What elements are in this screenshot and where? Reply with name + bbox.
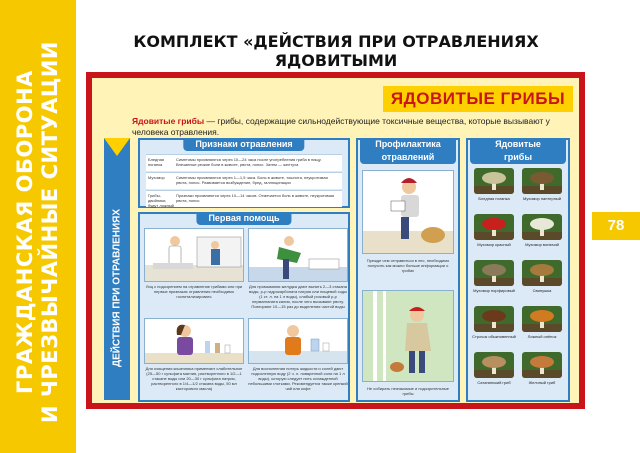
mushroom-photo bbox=[474, 168, 514, 194]
sign-row-name: Бледная поганка bbox=[148, 157, 164, 167]
mushroom-photo bbox=[474, 260, 514, 286]
signs-panel bbox=[138, 138, 350, 208]
mushroom-label: Сатанинский гриб bbox=[477, 380, 511, 385]
sign-row-name: Грибы-двойники, будут ложный bbox=[148, 193, 174, 208]
prevention-caption: Прежде чем отправиться в лес, необходимо получить как можно больше информации о грибах bbox=[366, 258, 450, 273]
first-aid-heading: Первая помощь bbox=[196, 212, 291, 225]
vertical-band bbox=[104, 138, 130, 400]
mushroom-photo bbox=[522, 306, 562, 332]
mushroom-photo bbox=[522, 260, 562, 286]
poster-inner bbox=[92, 78, 579, 403]
sidebar-band bbox=[0, 0, 76, 453]
prevention-heading: Профилактика отравлений bbox=[360, 138, 456, 164]
first-aid-caption: Лиц с подозрением на отравление грибами или при первых признаках отравления необходимо госпитализировать bbox=[145, 284, 243, 299]
first-aid-caption: Для промывания желудка дают выпить 2—3 стакана воды, р-р гидрокарбоната натрия или пищевой соды (1 ст. л. на 1 л воды), слабый розовый р-р перманганата калия, после чего вызывают рвоту. Повторяют 10—15 раз до выделения чистой воды bbox=[248, 284, 348, 309]
poster[interactable] bbox=[86, 72, 585, 409]
arrow-icon bbox=[104, 138, 130, 156]
mushroom-label: Желчный гриб bbox=[528, 380, 556, 385]
mushroom-label: Ложный опёнок bbox=[527, 334, 557, 339]
sign-row-text: Симптомы проявляются через 10—24 часа после употребления гриба в пищу. Внезапные резкие боли в животе, рвота, понос. Затем — желтуха bbox=[176, 157, 322, 167]
sign-row-name: Мухомор bbox=[148, 175, 165, 180]
mushroom-label: Мухомор пантерный bbox=[522, 196, 562, 201]
first-aid-panel bbox=[138, 212, 350, 402]
illustration-reading bbox=[362, 170, 454, 254]
prevention-caption: Не собирать незнакомые и подозрительные грибы bbox=[366, 386, 450, 396]
mushroom-photo bbox=[474, 214, 514, 240]
first-aid-caption: Для очищения кишечника применяют слабительное (25—50 г сульфата магния, растворенного в 1/2—1 стакане воды или 20—30 г сульфата натрия, растворенного в 1/4—1/2 стакана воды, 50 мл касторового масла) bbox=[145, 366, 243, 391]
page-number: 78 bbox=[592, 212, 640, 240]
mushroom-label: Бледная поганка bbox=[478, 196, 510, 201]
sign-row-text: Признаки проявляются через 10—14 часов. Отмечается боль в животе, неукротимая рвота, понос bbox=[176, 193, 335, 203]
illustration-hospital bbox=[144, 228, 244, 282]
intro-text: — грибы, содержащие сильнодействующие токсичные вещества, которые вызывают у человека отравления. bbox=[132, 116, 550, 137]
sign-row-text: Симптомы проявляются через 1—1,5 часа. Боль в животе, тошнота, неукротимая рвота, понос. Развивается возбуждение, бред, галлюцинации bbox=[176, 175, 328, 185]
mushrooms-panel bbox=[466, 138, 570, 402]
poster-title: ЯДОВИТЫЕ ГРИБЫ bbox=[383, 86, 573, 112]
page-heading-line1: КОМПЛЕКТ «ДЕЙСТВИЯ ПРИ ОТРАВЛЕНИЯХ ЯДОВИТЫМИ bbox=[133, 32, 539, 70]
mushrooms-heading: Ядовитые грибы bbox=[470, 138, 566, 164]
sign-row bbox=[146, 190, 342, 207]
mushroom-photo bbox=[474, 306, 514, 332]
mushroom-label: Мухомор вонючий bbox=[525, 242, 559, 247]
poster-intro bbox=[132, 116, 572, 138]
mushroom-photo bbox=[522, 352, 562, 378]
illustration-forest bbox=[362, 290, 454, 382]
first-aid-caption: Для восполнения потерь жидкости и солей дают подсоленную воду (2 ч. л. поваренной соли на 1 л воды), которую следует пить охлажденной небольшими глотками. Рекомендуется также крепкий чай или кофе bbox=[248, 366, 348, 391]
mushroom-photo bbox=[522, 168, 562, 194]
mushroom-label: Строчок обыкновенный bbox=[472, 334, 516, 339]
sidebar-title-line1: ГРАЖДАНСКАЯ ОБОРОНА bbox=[13, 70, 37, 394]
illustration-stomach-wash bbox=[248, 228, 348, 282]
sign-row bbox=[146, 154, 342, 171]
illustration-medicine bbox=[144, 318, 244, 364]
sign-row bbox=[146, 172, 342, 189]
signs-heading: Признаки отравления bbox=[183, 138, 304, 151]
mushroom-label: Мухомор красный bbox=[477, 242, 511, 247]
mushroom-photo bbox=[522, 214, 562, 240]
mushroom-label: Мухомор порфировый bbox=[473, 288, 515, 293]
mushroom-photo bbox=[474, 352, 514, 378]
vertical-label: ДЕЙСТВИЯ ПРИ ОТРАВЛЕНИЯХ bbox=[111, 208, 123, 368]
sidebar-title bbox=[13, 12, 63, 452]
intro-term: Ядовитые грибы bbox=[132, 116, 205, 126]
mushroom-label: Свинушка bbox=[532, 288, 552, 293]
sidebar-title-line2: И ЧРЕЗВЫЧАЙНЫЕ СИТУАЦИИ bbox=[38, 41, 62, 423]
prevention-panel bbox=[356, 138, 460, 402]
illustration-drinking bbox=[248, 318, 348, 364]
